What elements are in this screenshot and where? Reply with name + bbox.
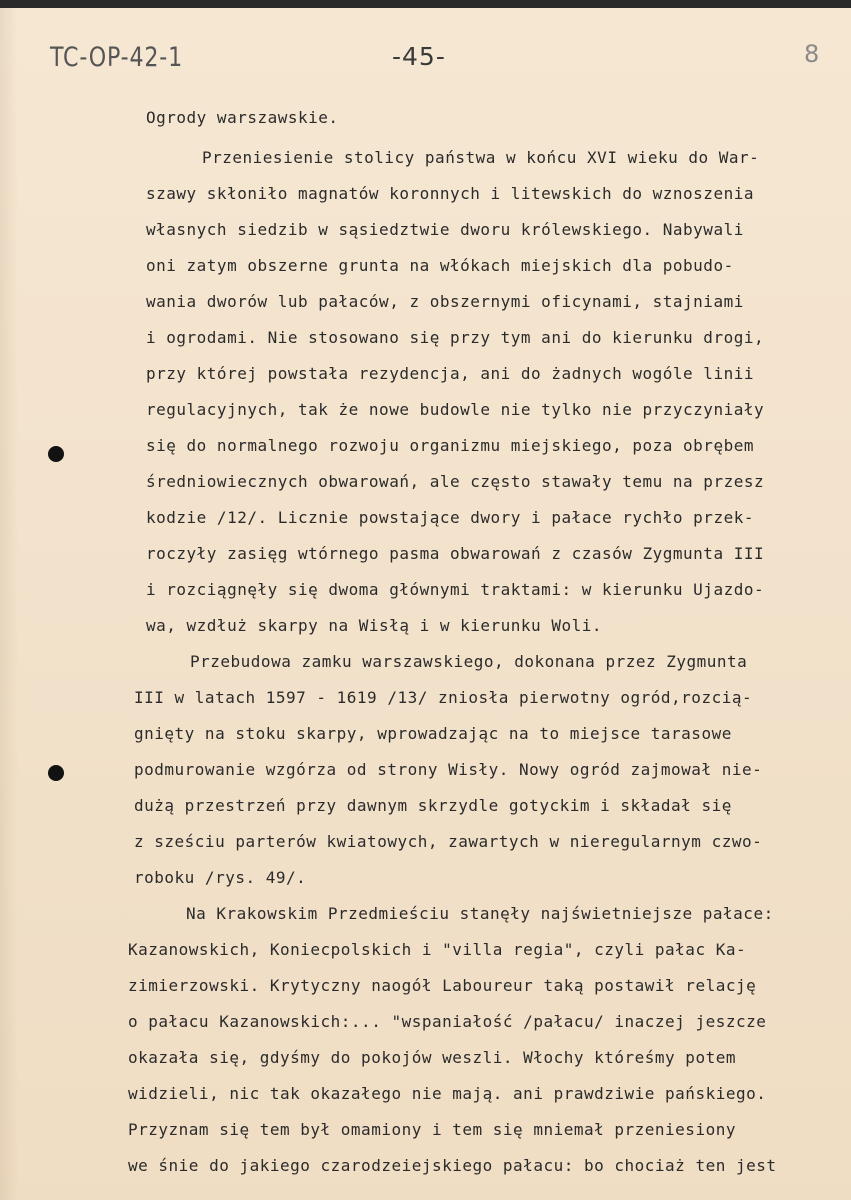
text-line: Przeniesienie stolicy państwa w końcu XVI wieku do War- (202, 148, 760, 167)
text-line: wa, wzdłuż skarpy na Wisłą i w kierunku Woli. (146, 616, 602, 635)
text-line: oni zatym obszerne grunta na włókach miejskich dla pobudo- (146, 256, 734, 275)
text-line: roczyły zasięg wtórnego pasma obwarowań z czasów Zygmunta III (146, 544, 765, 563)
text-line: własnych siedzib w sąsiedztwie dworu królewskiego. Nabywali (146, 220, 744, 239)
text-line: Przebudowa zamku warszawskiego, dokonana przez Zygmunta (190, 652, 748, 671)
scan-top-border (0, 0, 851, 8)
text-line: regulacyjnych, tak że nowe budowle nie tylko nie przyczyniały (146, 400, 765, 419)
typewritten-page (0, 8, 851, 1200)
text-line: z sześciu parterów kwiatowych, zawartych w nieregularnym czwo- (134, 832, 763, 851)
folio-number: 8 (804, 40, 821, 68)
text-line: wania dworów lub pałaców, z obszernymi oficynami, stajniami (146, 292, 744, 311)
text-line: o pałacu Kazanowskich:... "wspaniałość /pałacu/ inaczej jeszcze (128, 1012, 767, 1031)
document-title: Ogrody warszawskie. (146, 108, 339, 127)
text-line: we śnie do jakiego czarodzeiejskiego pałacu: bo chociaż ten jest (128, 1156, 777, 1175)
text-line: kodzie /12/. Licznie powstające dwory i pałace rychło przek- (146, 508, 754, 527)
text-line: podmurowanie wzgórza od strony Wisły. Nowy ogród zajmował nie- (134, 760, 763, 779)
text-line: Kazanowskich, Koniecpolskich i "villa regia", czyli pałac Ka- (128, 940, 747, 959)
text-line: i rozciągnęły się dwoma głównymi traktami: w kierunku Ujazdo- (146, 580, 765, 599)
text-line: szawy skłoniło magnatów koronnych i litewskich do wznoszenia (146, 184, 754, 203)
text-line: zimierzowski. Krytyczny naogół Laboureur taką postawił relację (128, 976, 757, 995)
text-line: widzieli, nic tak okazałego nie mają. ani prawdziwie pańskiego. (128, 1084, 767, 1103)
text-line: III w latach 1597 - 1619 /13/ zniosła pierwotny ogród,rozcią- (134, 688, 753, 707)
text-line: i ogrodami. Nie stosowano się przy tym ani do kierunku drogi, (146, 328, 765, 347)
text-line: średniowiecznych obwarowań, ale często stawały temu na przesz (146, 472, 765, 491)
text-line: roboku /rys. 49/. (134, 868, 307, 887)
text-line: przy której powstała rezydencja, ani do żadnych wogóle linii (146, 364, 754, 383)
text-line: okazała się, gdyśmy do pokojów weszli. Włochy któreśmy potem (128, 1048, 736, 1067)
text-line: się do normalnego rozwoju organizmu miejskiego, poza obrębem (146, 436, 754, 455)
text-line: Na Krakowskim Przedmieściu stanęły najświetniejsze pałace: (186, 904, 774, 923)
page-number: -45- (392, 42, 446, 71)
archive-reference: TC-OP-42-1 (50, 42, 184, 73)
text-line: dużą przestrzeń przy dawnym skrzydle gotyckim i składał się (134, 796, 732, 815)
text-line: gnięty na stoku skarpy, wprowadzając na to miejsce tarasowe (134, 724, 732, 743)
text-line: Przyznam się tem był omamiony i tem się mniemał przeniesiony (128, 1120, 736, 1139)
document-body (0, 8, 851, 1200)
